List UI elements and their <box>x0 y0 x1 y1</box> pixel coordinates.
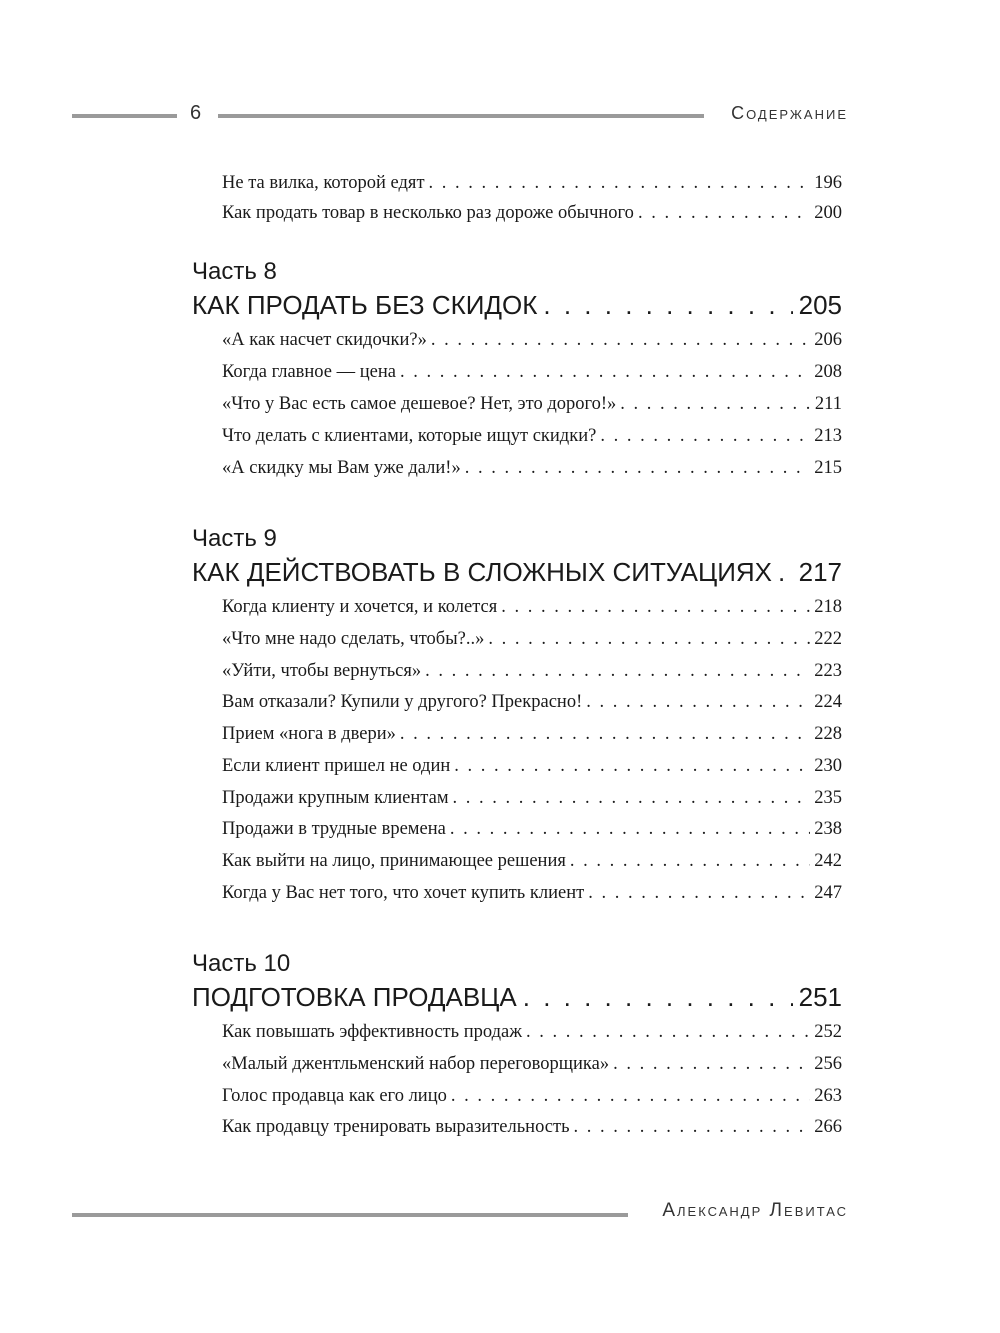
part-heading[interactable] <box>192 557 842 588</box>
leader-dots <box>465 457 811 479</box>
leader-dots <box>400 723 810 745</box>
toc-entry[interactable] <box>222 1116 842 1138</box>
footer-rule <box>72 1213 628 1217</box>
toc-entry[interactable] <box>222 723 842 745</box>
leader-dots <box>451 1085 810 1107</box>
toc-entry-title: Как повышать эффективность продаж <box>222 1022 522 1042</box>
leader-dots <box>429 172 811 194</box>
toc-entry[interactable] <box>222 628 842 650</box>
toc-entry-title: Прием «нога в двери» <box>222 724 396 744</box>
toc-entry-page: 222 <box>814 629 842 649</box>
toc-entry[interactable] <box>222 1085 842 1107</box>
toc-entry[interactable] <box>222 818 842 840</box>
toc-entry-page: 200 <box>814 203 842 223</box>
part-heading-page: 217 <box>798 557 842 587</box>
author-name: Александр Левитас <box>662 1200 848 1221</box>
header-rule-middle <box>218 114 704 118</box>
toc-entry-title: Как выйти на лицо, принимающее решения <box>222 851 566 871</box>
part-heading-page: 205 <box>798 290 842 320</box>
part-label: Часть 9 <box>192 525 277 552</box>
leader-dots <box>620 393 811 415</box>
leader-dots <box>523 982 793 1013</box>
leader-dots <box>778 557 793 588</box>
toc-entry-title: «Что у Вас есть самое дешевое? Нет, это дорого!» <box>222 394 617 414</box>
leader-dots <box>600 425 810 447</box>
toc-entry-title: Голос продавца как его лицо <box>222 1086 447 1106</box>
toc-entry-page: 256 <box>814 1054 842 1074</box>
toc-entry-page: 247 <box>814 883 842 903</box>
toc-entry[interactable] <box>222 660 842 682</box>
toc-entry-title: Не та вилка, которой едят <box>222 173 425 193</box>
part-heading-page: 251 <box>798 982 842 1012</box>
toc-entry[interactable] <box>222 393 842 415</box>
part-heading-title: КАК ПРОДАТЬ БЕЗ СКИДОК <box>192 290 538 320</box>
toc-entry-page: 228 <box>814 724 842 744</box>
toc-entry-page: 224 <box>814 692 842 712</box>
toc-entry[interactable] <box>222 596 842 618</box>
toc-entry-title: Когда главное — цена <box>222 362 396 382</box>
toc-entry-page: 230 <box>814 756 842 776</box>
toc-entry[interactable] <box>222 172 842 194</box>
toc-entry[interactable] <box>222 457 842 479</box>
toc-entry-page: 208 <box>814 362 842 382</box>
toc-entry-title: Если клиент пришел не один <box>222 756 451 776</box>
toc-entry[interactable] <box>222 1021 842 1043</box>
toc-entry[interactable] <box>222 850 842 872</box>
toc-entry-title: Когда у Вас нет того, что хочет купить клиент <box>222 883 585 903</box>
leader-dots <box>425 660 810 682</box>
toc-entry-title: «Малый джентльменский набор переговорщика» <box>222 1054 610 1074</box>
leader-dots <box>454 755 810 777</box>
leader-dots <box>586 691 810 713</box>
leader-dots <box>543 290 792 321</box>
leader-dots <box>526 1021 810 1043</box>
part-heading-title: ПОДГОТОВКА ПРОДАВЦА <box>192 982 517 1012</box>
toc-entry-title: «Уйти, чтобы вернуться» <box>222 661 422 681</box>
toc-entry-title: Что делать с клиентами, которые ищут скидки? <box>222 426 597 446</box>
toc-entry-page: 263 <box>814 1086 842 1106</box>
leader-dots <box>613 1053 810 1075</box>
part-label: Часть 10 <box>192 950 291 977</box>
toc-entry[interactable] <box>222 361 842 383</box>
toc-entry-page: 242 <box>814 851 842 871</box>
leader-dots <box>588 882 810 904</box>
part-heading[interactable] <box>192 982 842 1013</box>
page-footer <box>72 1196 848 1232</box>
toc-entry-title: «Что мне надо сделать, чтобы?..» <box>222 629 485 649</box>
part-label: Часть 8 <box>192 258 277 285</box>
toc-entry[interactable] <box>222 787 842 809</box>
toc-entry-title: «А скидку мы Вам уже дали!» <box>222 458 461 478</box>
toc-entry-page: 235 <box>814 788 842 808</box>
toc-entry[interactable] <box>222 425 842 447</box>
toc-entry[interactable] <box>222 202 842 224</box>
toc-entry-page: 218 <box>814 597 842 617</box>
toc-entry[interactable] <box>222 691 842 713</box>
leader-dots <box>450 818 810 840</box>
toc-entry-title: Вам отказали? Купили у другого? Прекрасно! <box>222 692 583 712</box>
part-heading[interactable] <box>192 290 842 321</box>
leader-dots <box>638 202 810 224</box>
leader-dots <box>488 628 810 650</box>
toc-entry-title: Как продавцу тренировать выразительность <box>222 1117 570 1137</box>
page-header <box>72 98 848 134</box>
toc-entry-page: 206 <box>814 330 842 350</box>
toc-entry-page: 215 <box>814 458 842 478</box>
leader-dots <box>431 329 810 351</box>
toc-entry-page: 223 <box>814 661 842 681</box>
toc-entry[interactable] <box>222 329 842 351</box>
leader-dots <box>400 361 810 383</box>
leader-dots <box>574 1116 811 1138</box>
toc-entry-page: 213 <box>814 426 842 446</box>
toc-entry[interactable] <box>222 1053 842 1075</box>
toc-entry-title: Как продать товар в несколько раз дороже обычного <box>222 203 634 223</box>
toc-entry-page: 196 <box>814 173 842 193</box>
toc-entry[interactable] <box>222 755 842 777</box>
toc-entry-title: Продажи в трудные времена <box>222 819 446 839</box>
toc-entry-page: 252 <box>814 1022 842 1042</box>
toc-entry-page: 211 <box>814 394 842 414</box>
section-title: Содержание <box>731 103 848 123</box>
header-rule-left <box>72 114 177 118</box>
toc-entry-page: 266 <box>814 1117 842 1137</box>
toc-entry-title: Когда клиенту и хочется, и колется <box>222 597 498 617</box>
toc-entry-title: «А как насчет скидочки?» <box>222 330 427 350</box>
leader-dots <box>501 596 810 618</box>
part-heading-title: КАК ДЕЙСТВОВАТЬ В СЛОЖНЫХ СИТУАЦИЯХ <box>192 557 773 587</box>
toc-entry-title: Продажи крупным клиентам <box>222 788 449 808</box>
leader-dots <box>453 787 811 809</box>
leader-dots <box>570 850 810 872</box>
page-number: 6 <box>190 102 202 124</box>
toc-entry[interactable] <box>222 882 842 904</box>
toc-entry-page: 238 <box>814 819 842 839</box>
